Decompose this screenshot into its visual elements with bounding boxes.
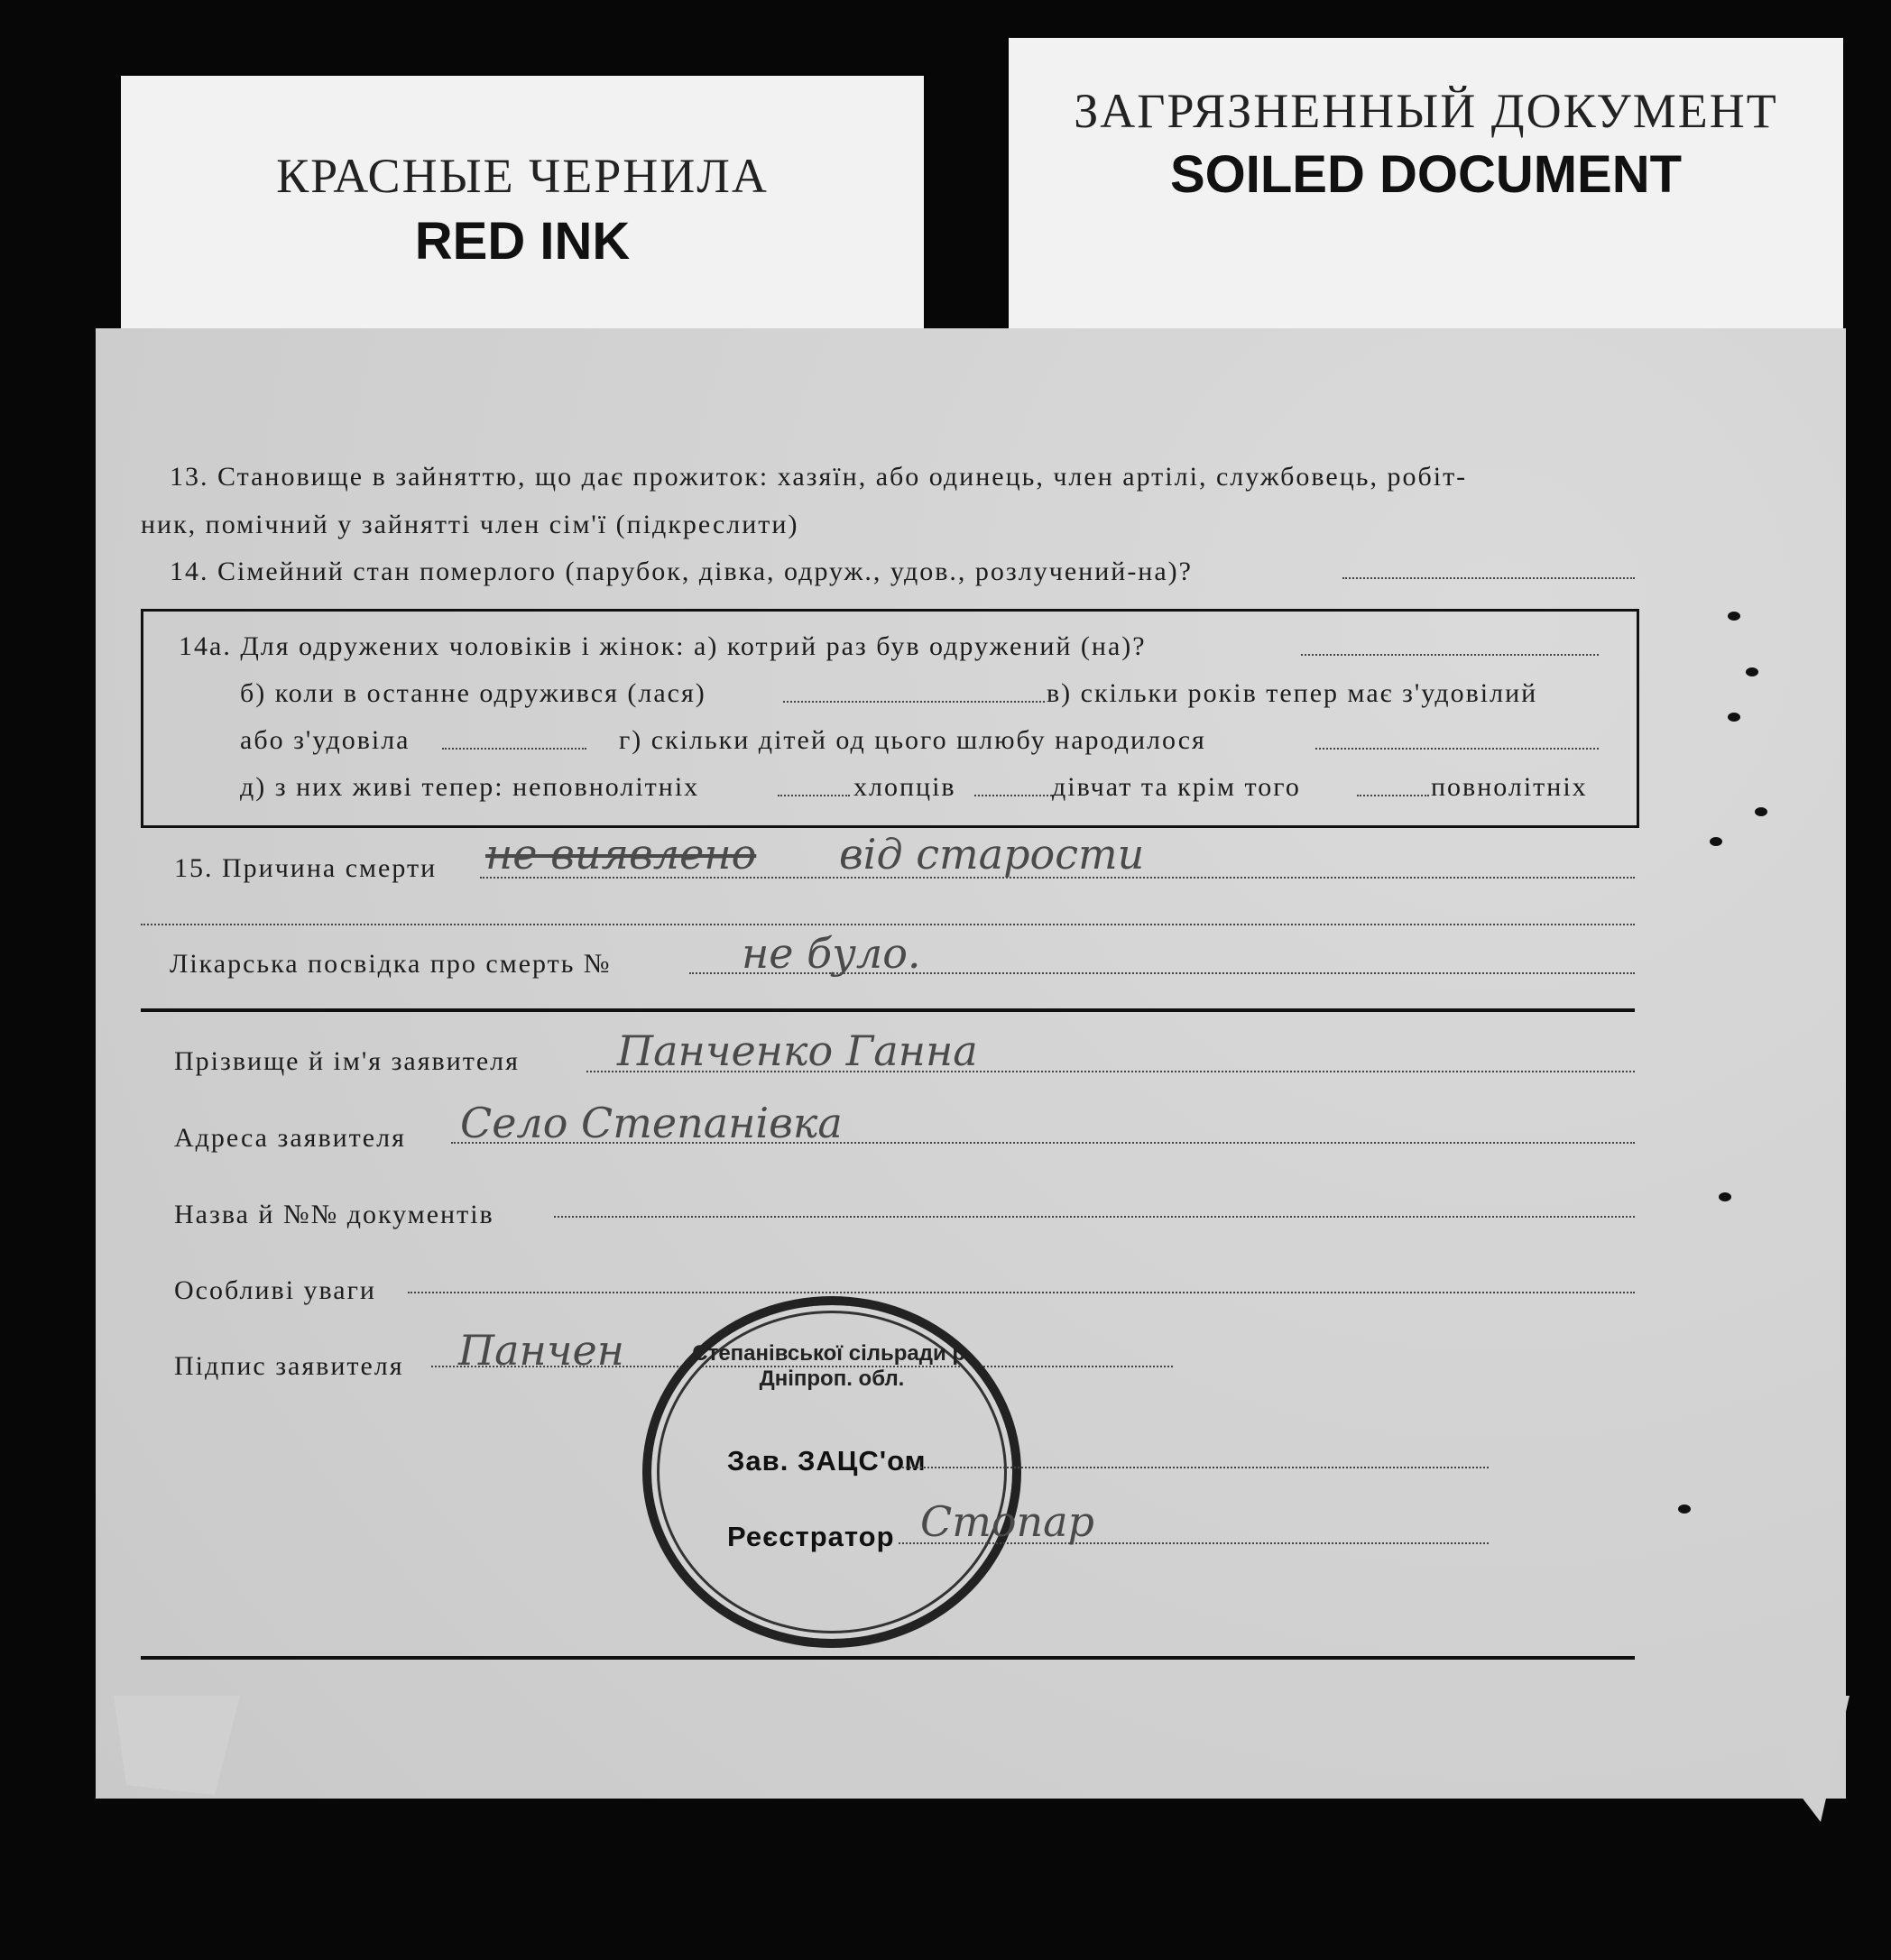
item-14a-girls: дівчат та крім того bbox=[1052, 772, 1301, 802]
cause-handwriting: від старости bbox=[839, 830, 1145, 879]
item-14a-b: б) коли в останне одружився (лася) bbox=[240, 678, 706, 708]
cause-struck-handwriting: не виявлено bbox=[485, 830, 757, 879]
item-14a-g-field bbox=[1315, 748, 1599, 750]
punch-hole bbox=[1719, 1192, 1731, 1201]
item-14a-boys: хлопців bbox=[853, 772, 956, 802]
item-14a-d: д) з них живі тепер: неповнолітніх bbox=[240, 772, 700, 802]
documents-label: Назва й №№ документів bbox=[174, 1200, 494, 1229]
item-15-field-line-2 bbox=[141, 924, 1635, 925]
applicant-name-label: Прізвище й ім'я заявителя bbox=[174, 1046, 520, 1076]
registry-head-label: Зав. ЗАЦС'ом bbox=[727, 1445, 927, 1477]
documents-field bbox=[554, 1216, 1635, 1218]
soiled-label-ru: ЗАГРЯЗНЕННЫЙ ДОКУМЕНТ bbox=[1074, 84, 1778, 138]
item-14a-widowed-field bbox=[442, 748, 586, 750]
applicant-address-handwriting: Село Степанівка bbox=[460, 1099, 843, 1147]
applicant-signature-handwriting: Панчен bbox=[458, 1326, 624, 1375]
item-14a-v: в) скільки років тепер має з'удовілий bbox=[1047, 678, 1538, 708]
registrar-signature-handwriting: Стопар bbox=[920, 1497, 1095, 1546]
item-14a-d-field bbox=[778, 795, 850, 796]
punch-hole bbox=[1710, 837, 1722, 846]
death-certificate-label: Лікарська посвідка про смерть № bbox=[170, 949, 612, 979]
item-14-field bbox=[1342, 577, 1635, 579]
red-ink-label-card bbox=[121, 76, 924, 328]
red-ink-label-en: RED INK bbox=[414, 212, 631, 271]
applicant-name-handwriting: Панченко Ганна bbox=[617, 1026, 978, 1075]
punch-hole bbox=[1728, 612, 1740, 621]
punch-hole bbox=[1755, 807, 1767, 816]
item-15-cause-of-death: 15. Причина смерти bbox=[174, 853, 438, 883]
registrar-label: Реєстратор bbox=[727, 1521, 895, 1552]
remarks-field bbox=[408, 1292, 1635, 1293]
item-14-marital-status: 14. Сімейний стан померлого (парубок, дівка, одруж., удов., розлучений-на)? bbox=[170, 557, 1193, 586]
bottom-rule bbox=[141, 1656, 1635, 1660]
item-14a-boys-field bbox=[974, 795, 1052, 796]
registry-head-field bbox=[902, 1467, 1489, 1468]
item-13-line-2: ник, помічний у зайнятті член сім'ї (підкреслити) bbox=[141, 510, 799, 539]
soiled-label-en: SOILED DOCUMENT bbox=[1169, 145, 1683, 204]
soiled-document-label-card bbox=[1009, 38, 1843, 336]
item-14a-abo: або з'удовіла bbox=[240, 725, 410, 755]
certificate-handwriting: не було. bbox=[742, 929, 921, 978]
item-14a-girls-field bbox=[1357, 795, 1429, 796]
applicant-address-label: Адреса заявителя bbox=[174, 1123, 406, 1153]
item-14a-b-field bbox=[783, 701, 1045, 703]
remarks-label: Особливі уваги bbox=[174, 1275, 376, 1305]
punch-hole bbox=[1746, 667, 1758, 676]
section-divider bbox=[141, 1008, 1635, 1012]
item-13-line-1: 13. Становище в зайняттю, що дає прожиток: хазяїн, або одинець, член артілі, службовець, робіт- bbox=[170, 462, 1468, 492]
item-14a-adults: повнолітніх bbox=[1431, 772, 1588, 802]
item-14a-a: 14а. Для одружених чоловіків і жінок: а) котрий раз був одружений (на)? bbox=[179, 631, 1147, 661]
item-14a-g: г) скільки дітей од цього шлюбу народилося bbox=[619, 725, 1206, 755]
stamp-text: Степанівської сільради р. Дніпроп. обл. bbox=[692, 1341, 972, 1391]
punch-hole bbox=[1728, 713, 1740, 722]
signature-label: Підпис заявителя bbox=[174, 1351, 404, 1381]
red-ink-label-ru: КРАСНЫЕ ЧЕРНИЛА bbox=[276, 149, 769, 203]
punch-hole bbox=[1678, 1505, 1691, 1514]
item-14a-a-field bbox=[1301, 654, 1599, 656]
